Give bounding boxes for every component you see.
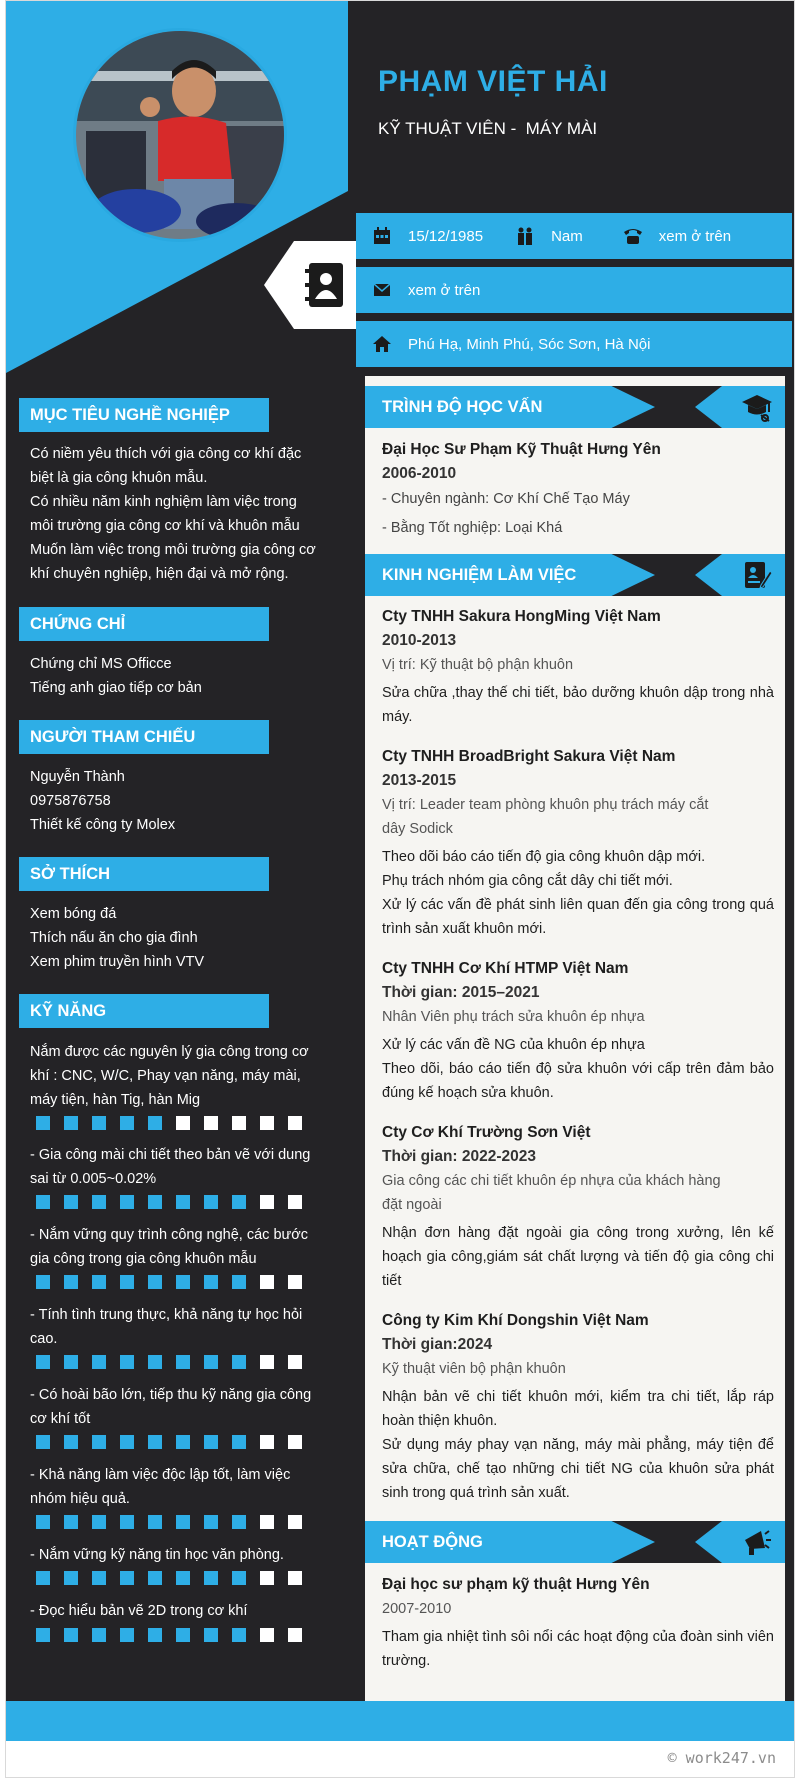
job-entry [382, 957, 774, 1105]
skill-dot-filled [232, 1571, 246, 1585]
job-description: Sửa chữa ,thay thế chi tiết, bảo dưỡng khuôn dập trong nhà máy. [382, 685, 774, 725]
skill-dot-filled [176, 1195, 190, 1209]
skill-text: - Có hoài bão lớn, tiếp thu kỹ năng gia công [30, 1387, 312, 1403]
skill-dot-filled [64, 1515, 78, 1529]
activity-entry [382, 1573, 774, 1673]
activity-period: 2007-2010 [382, 1601, 452, 1617]
skill-dot-filled [204, 1355, 218, 1369]
job-description-line: Theo dõi, báo cáo tiến độ sửa khuôn với cấp trên đảm bảo đúng kế hoạch sửa khuôn. [382, 1061, 774, 1101]
job-description-line: Nhận bản vẽ chi tiết khuôn mới, kiểm tra chi tiết, lắp ráp hoàn thiện khuôn. [382, 1389, 774, 1429]
envelope-icon [372, 280, 392, 300]
company-name: Cty Cơ Khí Trường Sơn Việt [382, 1124, 591, 1141]
objective-line: khí chuyên nghiệp, hiện đại và mở rộng. [30, 566, 289, 582]
contact-book-tab [264, 241, 356, 329]
skill-dot-filled [148, 1435, 162, 1449]
skill-rating [36, 1355, 302, 1369]
skill-dot-filled [176, 1628, 190, 1642]
resume-edit-icon [741, 559, 773, 591]
skill-dot-empty [288, 1515, 302, 1529]
objective-line: Có niềm yêu thích với gia công cơ khí đặc [30, 446, 302, 462]
job-description-line: Phụ trách nhóm gia công cắt dây chi tiết mới. [382, 873, 673, 889]
skill-dot-empty [260, 1195, 274, 1209]
skill-dot-filled [204, 1571, 218, 1585]
skill-dot-filled [92, 1571, 106, 1585]
skill-dot-filled [120, 1195, 134, 1209]
skill-text: - Gia công mài chi tiết theo bản vẽ với dung [30, 1147, 311, 1163]
skill-dot-filled [176, 1435, 190, 1449]
section-title-certificates: CHỨNG CHỈ [19, 607, 269, 641]
hobby-item: Xem bóng đá [30, 906, 117, 922]
skill-dot-empty [260, 1355, 274, 1369]
skill-item [30, 1599, 330, 1623]
education-period: 2006-2010 [382, 465, 457, 482]
megaphone-icon [741, 1526, 773, 1558]
section-title-activities: HOẠT ĐỘNG [382, 1533, 483, 1551]
skill-dot-empty [176, 1116, 190, 1130]
info-bar-email [356, 267, 792, 313]
candidate-name: PHẠM VIỆT HẢI [378, 65, 608, 98]
activity-org: Đại học sư phạm kỹ thuật Hưng Yên [382, 1576, 650, 1593]
skill-dot-filled [120, 1275, 134, 1289]
skill-dot-filled [92, 1515, 106, 1529]
hobby-item: Xem phim truyền hình VTV [30, 954, 205, 970]
section-title-references: NGƯỜI THAM CHIẾU [19, 720, 269, 754]
objective-line: Có nhiều năm kinh nghiệm làm việc trong [30, 494, 297, 510]
section-title-experience: KINH NGHIỆM LÀM VIỆC [382, 566, 577, 584]
skill-rating [36, 1571, 302, 1585]
address: Phú Hạ, Minh Phú, Sóc Sơn, Hà Nội [408, 335, 651, 353]
skill-dot-filled [120, 1515, 134, 1529]
skill-dot-filled [148, 1355, 162, 1369]
company-name: Cty TNHH Sakura HongMing Việt Nam [382, 608, 661, 625]
info-bar-personal [356, 213, 792, 259]
skill-dot-filled [36, 1571, 50, 1585]
skill-dot-filled [148, 1628, 162, 1642]
job-description [382, 1033, 774, 1105]
skill-dot-filled [232, 1628, 246, 1642]
skill-dot-filled [148, 1116, 162, 1130]
job-description-line: Sử dụng máy phay vạn năng, máy mài phẳng, máy tiện để sửa chữa, chế tạo những chi tiết NG của khuôn sửa phát sinh trong quá trình sản xuất. [382, 1437, 774, 1501]
job-role: đặt ngoài [382, 1197, 442, 1213]
phone-icon [623, 226, 643, 246]
skill-dot-filled [92, 1628, 106, 1642]
phone: xem ở trên [658, 227, 732, 245]
job-description-line: Xử lý các vấn đề NG của khuôn ép nhựa [382, 1037, 645, 1053]
email: xem ở trên [408, 281, 481, 299]
job-description: Nhận đơn hàng đặt ngoài gia công trong xưởng, lên kế hoạch gia công,giám sát chất lượng và tiến độ gia công chi tiết [382, 1225, 774, 1289]
skill-dot-empty [288, 1116, 302, 1130]
activity-description: Tham gia nhiệt tình sôi nổi các hoạt động của đoàn sinh viên trường. [382, 1629, 774, 1669]
company-name: Cty TNHH Cơ Khí HTMP Việt Nam [382, 960, 629, 977]
skill-item [30, 1303, 330, 1351]
job-role: Nhân Viên phụ trách sửa khuôn ép nhựa [382, 1009, 645, 1025]
gender: Nam [551, 227, 583, 245]
cv-page [5, 0, 795, 1778]
company-name: Cty TNHH BroadBright Sakura Việt Nam [382, 748, 676, 765]
portrait-photo [76, 31, 287, 242]
skill-dot-filled [232, 1195, 246, 1209]
skill-dot-filled [120, 1116, 134, 1130]
skill-dot-filled [232, 1275, 246, 1289]
skill-dot-filled [64, 1628, 78, 1642]
skill-dot-filled [36, 1275, 50, 1289]
certificate-item: Chứng chỉ MS Officce [30, 656, 172, 672]
home-icon [372, 334, 392, 354]
skill-dot-filled [232, 1355, 246, 1369]
references-list [30, 765, 330, 837]
section-title-skills: KỸ NĂNG [19, 994, 269, 1028]
job-role: Vị trí: Kỹ thuật bộ phận khuôn [382, 657, 574, 673]
skill-text: sai từ 0.005~0.02% [30, 1171, 157, 1187]
skill-rating [36, 1195, 302, 1209]
skill-dot-filled [204, 1628, 218, 1642]
objective-line: biệt là gia công khuôn mẫu. [30, 470, 208, 486]
skill-dot-filled [92, 1275, 106, 1289]
skill-dot-filled [204, 1515, 218, 1529]
skill-dot-empty [288, 1275, 302, 1289]
skill-item [30, 1223, 330, 1271]
hobbies-list [30, 902, 330, 974]
job-period: 2010-2013 [382, 632, 457, 649]
skill-dot-filled [148, 1571, 162, 1585]
skill-item [30, 1383, 330, 1431]
objective-text [30, 442, 330, 586]
certificates-list [30, 652, 330, 700]
job-title: KỸ THUẬT VIÊN - MÁY MÀI [378, 119, 598, 138]
job-role: Gia công các chi tiết khuôn ép nhựa của khách hàng [382, 1173, 721, 1189]
skill-dot-empty [288, 1355, 302, 1369]
skill-rating [36, 1628, 302, 1642]
skill-dot-filled [36, 1628, 50, 1642]
skill-rating [36, 1515, 302, 1529]
skill-dot-filled [92, 1116, 106, 1130]
reference-phone: 0975876758 [30, 793, 111, 809]
skill-dot-filled [36, 1515, 50, 1529]
hobby-item: Thích nấu ăn cho gia đình [30, 930, 198, 946]
skill-text: máy tiện, hàn Tig, hàn Mig [30, 1092, 201, 1108]
section-header-education [365, 386, 785, 428]
school-name: Đại Học Sư Phạm Kỹ Thuật Hưng Yên [382, 441, 661, 458]
section-title-education: TRÌNH ĐỘ HỌC VẤN [382, 398, 543, 416]
section-title-hobbies: SỞ THÍCH [19, 857, 269, 891]
birthdate: 15/12/1985 [408, 227, 484, 245]
skill-dot-filled [120, 1355, 134, 1369]
skill-dot-filled [120, 1628, 134, 1642]
job-entry [382, 605, 774, 729]
skill-dot-filled [36, 1435, 50, 1449]
skill-dot-filled [120, 1571, 134, 1585]
skill-item [30, 1143, 330, 1191]
skill-item [30, 1543, 330, 1567]
skill-dot-filled [148, 1275, 162, 1289]
skill-dot-filled [232, 1515, 246, 1529]
skill-text: - Khả năng làm việc độc lập tốt, làm việc [30, 1467, 291, 1483]
skill-dot-filled [92, 1195, 106, 1209]
skill-dot-filled [92, 1435, 106, 1449]
skill-dot-empty [260, 1628, 274, 1642]
skill-dot-empty [260, 1435, 274, 1449]
skill-dot-empty [260, 1515, 274, 1529]
skill-dot-filled [204, 1195, 218, 1209]
section-header-activities [365, 1521, 785, 1563]
avatar [73, 28, 287, 242]
reference-position: Thiết kế công ty Molex [30, 817, 176, 833]
graduation-cap-icon [741, 391, 773, 423]
skill-text: gia công trong gia công khuôn mẫu [30, 1251, 257, 1267]
skill-rating [36, 1275, 302, 1289]
objective-line: Muốn làm việc trong môi trường gia công cơ [30, 542, 316, 558]
skill-dot-empty [260, 1116, 274, 1130]
skill-dot-filled [176, 1515, 190, 1529]
skill-dot-filled [120, 1435, 134, 1449]
objective-line: môi trường gia công cơ khí và khuôn mẫu [30, 518, 300, 534]
job-period: Thời gian: 2015–2021 [382, 984, 540, 1001]
skill-text: - Đọc hiểu bản vẽ 2D trong cơ khí [30, 1603, 248, 1619]
skill-dot-filled [36, 1355, 50, 1369]
skill-dot-filled [232, 1435, 246, 1449]
education-grade: - Bằng Tốt nghiệp: Loại Khá [382, 520, 563, 536]
skill-dot-filled [92, 1355, 106, 1369]
footer [6, 1741, 795, 1778]
skill-rating [36, 1116, 302, 1130]
skill-text: cơ khí tốt [30, 1411, 91, 1427]
job-role: dây Sodick [382, 821, 453, 837]
skill-dot-empty [288, 1571, 302, 1585]
certificate-item: Tiếng anh giao tiếp cơ bản [30, 680, 202, 696]
skill-dot-filled [64, 1571, 78, 1585]
skill-dot-empty [288, 1435, 302, 1449]
skill-dot-filled [64, 1435, 78, 1449]
skill-dot-empty [260, 1275, 274, 1289]
skill-dot-filled [204, 1275, 218, 1289]
skill-dot-empty [288, 1195, 302, 1209]
job-entry [382, 745, 774, 941]
skill-text: - Nắm vững kỹ năng tin học văn phòng. [30, 1547, 284, 1563]
job-period: Thời gian:2024 [382, 1336, 493, 1353]
job-description [382, 845, 774, 941]
skill-dot-filled [176, 1355, 190, 1369]
calendar-icon [372, 226, 392, 246]
skill-item [30, 1040, 330, 1112]
job-description-line: Xử lý các vấn đề phát sinh liên quan đến gia công trong quá trình sản xuất khuôn mới. [382, 897, 774, 937]
skill-text: - Nắm vững quy trình công nghệ, các bước [30, 1227, 308, 1243]
skill-dot-filled [36, 1116, 50, 1130]
skill-item [30, 1463, 330, 1511]
job-entry [382, 1121, 774, 1293]
bottom-band [6, 1701, 795, 1741]
gender-icon [515, 226, 535, 246]
skill-dot-filled [148, 1195, 162, 1209]
skill-rating [36, 1435, 302, 1449]
job-period: Thời gian: 2022-2023 [382, 1148, 537, 1165]
job-role: Kỹ thuật viên bộ phận khuôn [382, 1361, 566, 1377]
job-description-line: Theo dõi báo cáo tiến độ gia công khuôn dập mới. [382, 849, 706, 865]
skill-dot-filled [36, 1195, 50, 1209]
job-description [382, 1385, 774, 1505]
section-header-experience [365, 554, 785, 596]
skill-text: khí : CNC, W/C, Phay vạn năng, máy mài, [30, 1068, 301, 1084]
job-role: Vị trí: Leader team phòng khuôn phụ trách máy cắt [382, 797, 709, 813]
education-entry [382, 438, 774, 540]
skill-dot-filled [148, 1515, 162, 1529]
skill-dot-filled [64, 1116, 78, 1130]
skill-dot-filled [64, 1355, 78, 1369]
skill-text: cao. [30, 1331, 58, 1347]
watermark: © work247.vn [667, 1749, 776, 1767]
education-major: - Chuyên ngành: Cơ Khí Chế Tạo Máy [382, 491, 630, 507]
skill-dot-filled [64, 1195, 78, 1209]
info-bar-address [356, 321, 792, 367]
skill-dot-filled [176, 1571, 190, 1585]
section-title-objective: MỤC TIÊU NGHỀ NGHIỆP [19, 398, 269, 432]
skill-dot-empty [232, 1116, 246, 1130]
skill-text: Nắm được các nguyên lý gia công trong cơ [30, 1044, 309, 1060]
company-name: Công ty Kim Khí Dongshin Việt Nam [382, 1312, 649, 1329]
skill-dot-empty [288, 1628, 302, 1642]
skill-dot-filled [64, 1275, 78, 1289]
skill-dot-empty [204, 1116, 218, 1130]
job-period: 2013-2015 [382, 772, 457, 789]
skill-dot-empty [260, 1571, 274, 1585]
reference-name: Nguyễn Thành [30, 769, 125, 785]
skill-dot-filled [176, 1275, 190, 1289]
skill-text: - Tính tình trung thực, khả năng tự học hỏi [30, 1307, 303, 1323]
skill-text: nhóm hiệu quả. [30, 1491, 130, 1507]
job-entry [382, 1309, 774, 1505]
skill-dot-filled [204, 1435, 218, 1449]
